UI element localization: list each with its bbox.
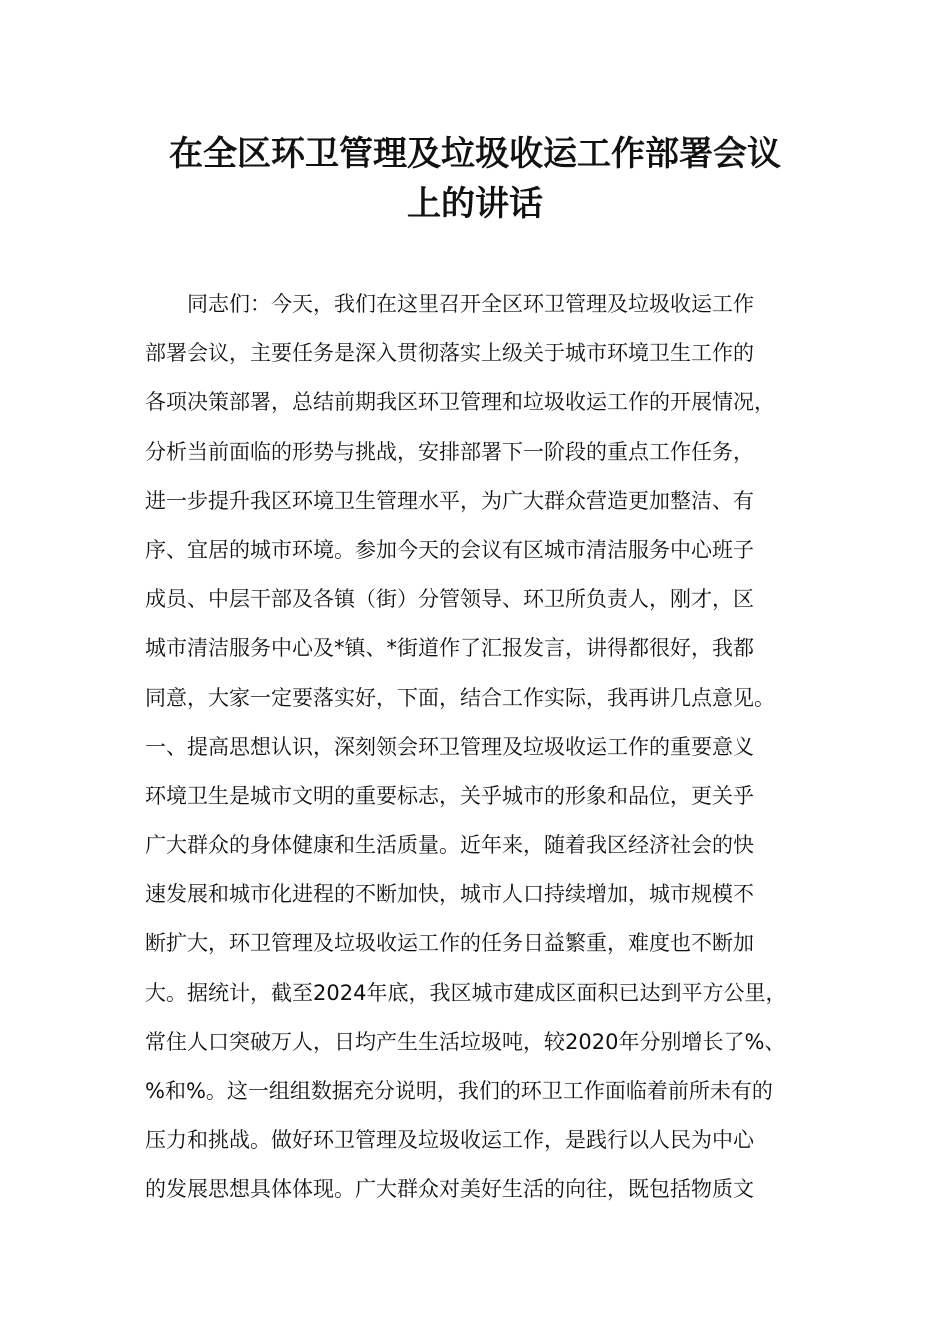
body-line: 环境卫生是城市文明的重要标志，关乎城市的形象和品位，更关乎 [145,783,754,808]
document-title-line-1: 在全区环卫管理及垃圾收运工作部署会议 [169,134,781,174]
body-line: 断扩大，环卫管理及垃圾收运工作的任务日益繁重，难度也不断加 [145,931,754,956]
body-line: 同志们：今天，我们在这里召开全区环卫管理及垃圾收运工作 [145,292,754,316]
body-line: 同意，大家一定要落实好，下面，结合工作实际，我再讲几点意见。 [145,685,775,710]
body-line: 速发展和城市化进程的不断加快，城市人口持续增加，城市规模不 [145,882,754,907]
body-line: 序、宜居的城市环境。参加今天的会议有区城市清洁服务中心班子 [145,537,754,562]
body-line: 大。据统计，截至2024年底，我区城市建成区面积已达到平方公里， [145,980,787,1005]
body-line: 常住人口突破万人，日均产生生活垃圾吨，较2020年分别增长了%、 [145,1029,786,1054]
body-line: 进一步提升我区环境卫生管理水平，为广大群众营造更加整洁、有 [145,488,754,513]
body-line: 压力和挑战。做好环卫管理及垃圾收运工作，是践行以人民为中心 [145,1128,754,1153]
body-line: 各项决策部署，总结前期我区环卫管理和垃圾收运工作的开展情况， [145,390,775,415]
body-line: %和%。这一组组数据充分说明，我们的环卫工作面临着前所未有的 [145,1079,773,1103]
body-line: 广大群众的身体健康和生活质量。近年来，随着我区经济社会的快 [145,833,754,858]
section-heading-1: 一、提高思想认识，深刻领会环卫管理及垃圾收运工作的重要意义 [145,734,754,759]
body-line: 分析当前面临的形势与挑战，安排部署下一阶段的重点工作任务， [145,439,754,464]
body-line: 城市清洁服务中心及*镇、*街道作了汇报发言，讲得都很好，我都 [145,636,754,661]
body-line: 的发展思想具体体现。广大群众对美好生活的向往，既包括物质文 [145,1177,754,1202]
body-line: 成员、中层干部及各镇（街）分管领导、环卫所负责人，刚才，区 [145,587,754,612]
document-title-line-2: 上的讲话 [407,184,543,224]
speech-body [145,280,825,1215]
body-line: 部署会议，主要任务是深入贯彻落实上级关于城市环境卫生工作的 [145,341,754,366]
